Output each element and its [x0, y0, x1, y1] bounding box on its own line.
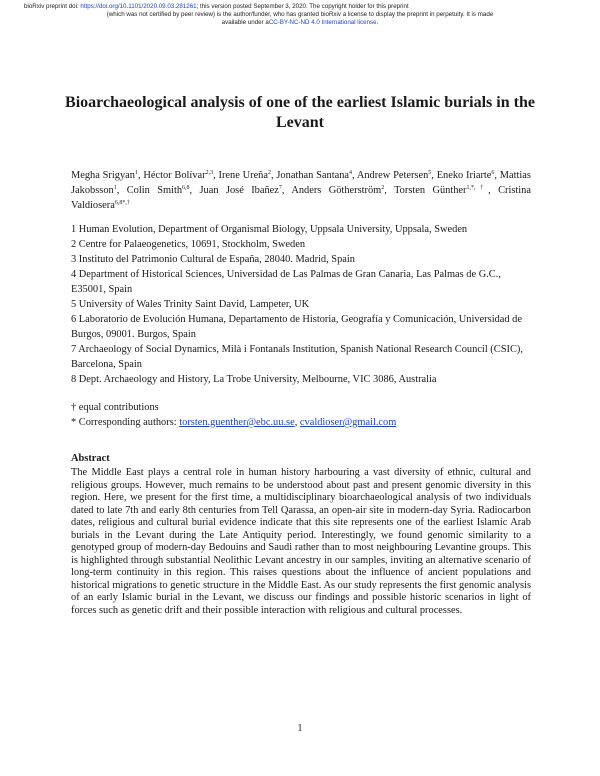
affiliation: 5 University of Wales Trinity Saint David, Lampeter, UK [71, 299, 310, 310]
doi-link[interactable]: https://doi.org/10.1101/2020.09.03.281261 [80, 3, 197, 10]
author-notes [71, 400, 531, 430]
author [218, 170, 271, 181]
affiliation: 2 Centre for Palaeogenetics, 10691, Stockholm, Sweden [71, 239, 306, 250]
author-affiliation-mark: 5 [428, 170, 432, 176]
paper-title: Bioarchaeological analysis of one of the earliest Islamic burials in the Levant [65, 94, 535, 131]
author-affiliation-mark: 6,8*,† [114, 200, 130, 206]
author-affiliation-mark: 6,8 [182, 185, 190, 191]
email-link-1[interactable]: torsten.guenther@ebc.uu.se [179, 417, 295, 428]
author [276, 170, 352, 181]
author-name: Megha Srigyan [71, 170, 135, 181]
author [437, 170, 495, 181]
preprint-line-2: (which was not certified by peer review) is the author/funder, who has granted bioRxiv a license to display the preprint in perpetuity. It is made [106, 11, 494, 18]
affiliation: 3 Instituto del Patrimonio Cultural de España, 28040. Madrid, Spain [71, 254, 355, 265]
author [394, 185, 488, 196]
author-name: Eneko Iriarte [436, 170, 492, 181]
author-name: Andrew Petersen [356, 170, 429, 181]
author-affiliation-mark: 2 [381, 185, 385, 191]
abstract-heading: Abstract [71, 453, 110, 464]
author-name: Jonathan Santana [276, 170, 350, 181]
author-affiliation-mark: 4 [349, 170, 353, 176]
author-affiliation-mark: 7 [278, 185, 282, 191]
author-name: Cristina Valdiosera [71, 185, 531, 211]
author-name: Anders Götherström [291, 185, 382, 196]
author-name: Irene Ureña [218, 170, 268, 181]
email-link-2[interactable]: cvaldioser@gmail.com [299, 417, 397, 428]
author-affiliation-mark: 2,3 [205, 170, 214, 176]
affiliation: 4 Department of Historical Sciences, Universidad de Las Palmas de Gran Canaria, Las Palmas de G.C., E35001, Spain [71, 269, 501, 295]
author [291, 185, 384, 196]
affiliation: 6 Laboratorio de Evolución Humana, Departamento de Historia, Geografía y Comunicación, Universidad de Burgos, 09001. Burgos, Spain [71, 314, 522, 340]
corresponding-authors: * Corresponding authors: torsten.guenther@ebc.uu.se, cvaldioser@gmail.com [71, 417, 397, 428]
author-affiliation-mark: 1,*,† [466, 185, 489, 191]
preprint-line-3: available under aCC-BY-NC-ND 4.0 International license. [221, 19, 379, 26]
equal-contribution-note: † equal contributions [71, 402, 159, 413]
author-name: Mattias Jakobsson [71, 170, 531, 196]
affiliation: 1 Human Evolution, Department of Organismal Biology, Uppsala University, Uppsala, Sweden [71, 224, 468, 235]
author-affiliation-mark: 6 [491, 170, 495, 176]
author [357, 170, 431, 181]
author [143, 170, 213, 181]
license-link[interactable]: CC-BY-NC-ND 4.0 International license [268, 19, 377, 26]
author [127, 185, 190, 196]
preprint-line-1: bioRxiv preprint doi: https://doi.org/10.1101/2020.09.03.281261; this version posted September 3, 2020. The copyright holder for this preprint [24, 3, 409, 10]
author-affiliation-mark: 1 [113, 185, 117, 191]
author-affiliation-mark: 2 [268, 170, 271, 176]
author-affiliation-mark: 1 [134, 170, 138, 176]
author [71, 170, 138, 181]
author-name: Juan José Ibañez [199, 185, 279, 196]
author-name: Torsten Günther [394, 185, 467, 196]
affiliation-list [71, 222, 531, 387]
author-name: Colin Smith [126, 185, 183, 196]
affiliation: 7 Archaeology of Social Dynamics, Milà i Fontanals Institution, Spanish National Research Council (CSIC), Barcelona, Spain [71, 344, 523, 370]
abstract-text: The Middle East plays a central role in human history harbouring a vast diversity of ethnic, cultural and religious groups. However, much remains to be understood about past and present genomic diversity in this region. Here, we present for the first time, a multidisciplinary bioarchaeological analysis of two individuals dated to late 7th and early 8th centuries from Tell Qarassa, an open-air site in modern-day Syria. Radiocarbon dates, religious and cultural burial evidence indicate that this site represents one of the earliest Islamic Arab burials in the Levant during the Late Antiquity period. Interestingly, we found genomic similarity to a genotyped group of modern-day Bedouins and Saudi rather than to most neighbouring Levantine groups. This is highlighted through substantial Neolithic Levant ancestry in our samples, inviting an alternative scenario of long-term continuity in this region. This raises questions about the influence of ancient populations and historical migrations to genetic structure in the Middle East. As our study represents the first genomic analysis of an early Islamic burial in the Levant, we discuss our findings and possible historic scenarios in light of forces such as genetic drift and their possible interaction with religious and cultural processes. [71, 467, 531, 616]
author-list: Megha Srigyan$^1$, Héctor Bolívar$^{2,3}$, Irene Ureña$^2$, Jonathan Santana$^4$, Andrew Petersen$^5$, Eneko Iriarte$^6$, Mattias Jakobsson$^1$, Colin Smith$^{6,8}$, Juan José Ibañez$^7$, Anders Götherström$^2$, Torsten Günther$^{1,*,\dagger}$, Cristina Valdiosera$^{6,8*,\dagger}$ [71, 170, 531, 211]
author [200, 185, 282, 196]
affiliation: 8 Dept. Archaeology and History, La Trobe University, Melbourne, VIC 3086, Australia [71, 374, 437, 385]
page-number: 1 [297, 723, 303, 734]
author-name: Héctor Bolívar [143, 170, 206, 181]
preprint-header [0, 3, 600, 27]
